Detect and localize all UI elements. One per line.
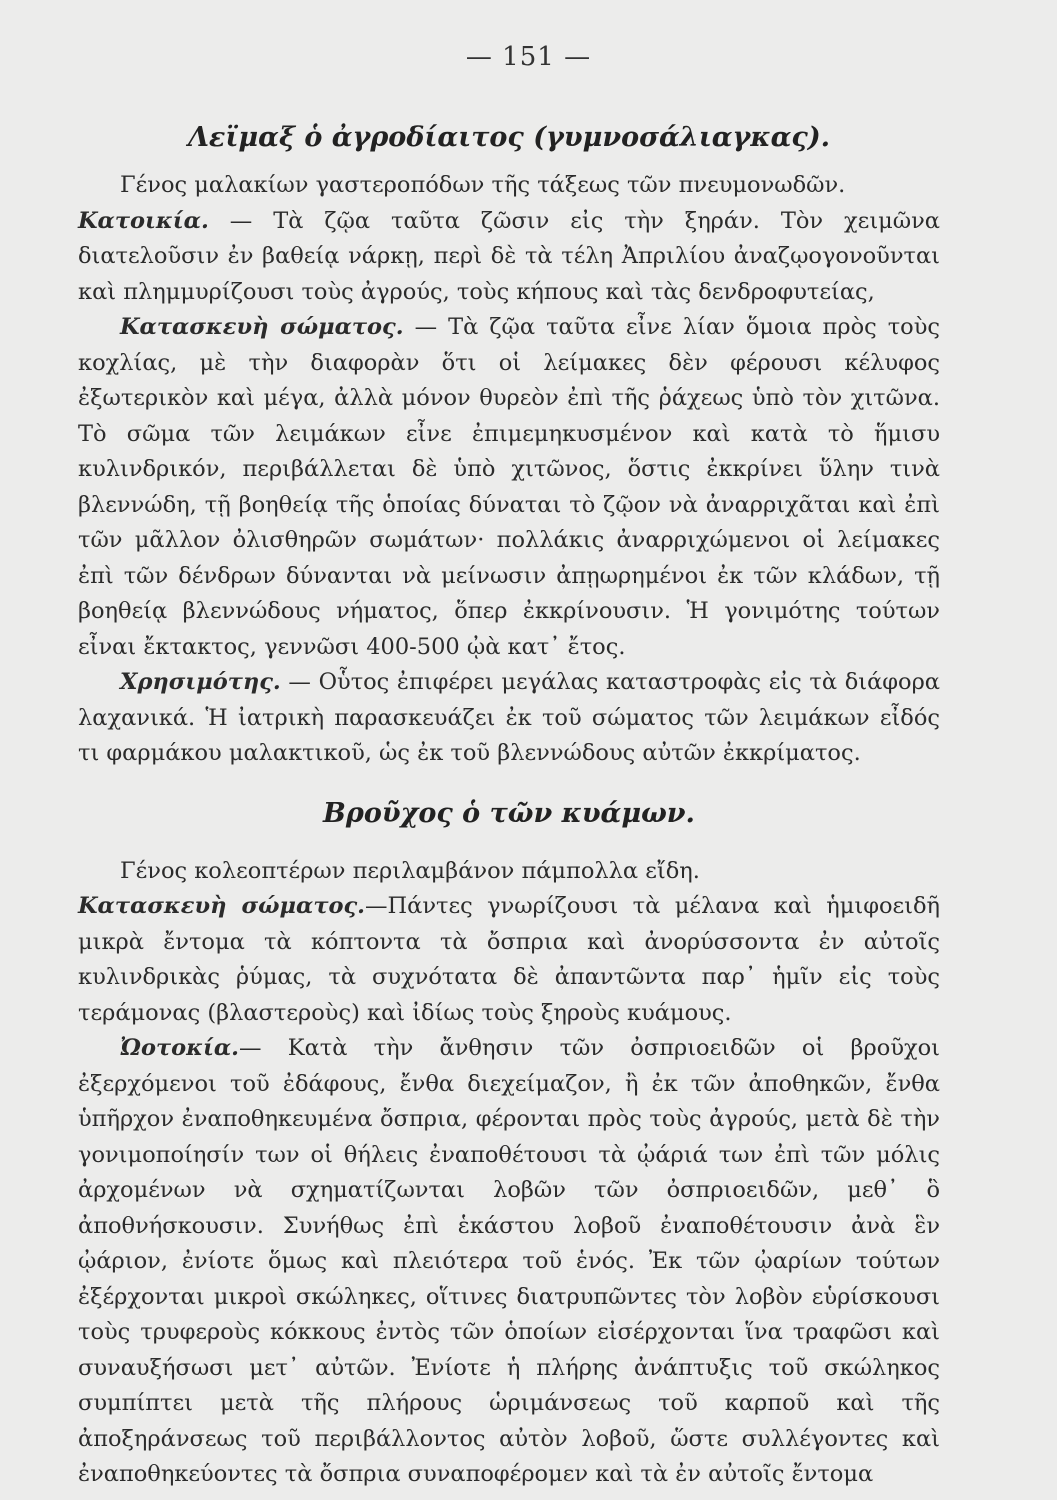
beetle-genus-paragraph [78,854,940,890]
section-title-beetle: Βροῦχος ὁ τῶν κυάμων. [323,797,695,829]
beetle-egg-label: Ὠοτοκία. [120,1035,240,1061]
beetle-body-label: Κατασκευὴ σώματος. [78,893,366,919]
slug-habitat-paragraph [78,204,940,311]
slug-body-paragraph [78,310,940,665]
slug-use-label: Χρησιμότης. [120,669,281,695]
slug-genus-paragraph [78,168,940,204]
slug-use-text: — Οὗτος ἐπιφέρει μεγάλας καταστροφὰς εἰς τὰ διάφορα λαχανικά. Ἡ ἰατρικὴ παρασκευάζει ἐκ τοῦ σώματος τῶν λειμάκων εἶδός τι φαρμάκου μαλακτικοῦ, ὡς ἐκ τοῦ βλεννώδους αὐτῶν ἐκκρίματος. [78,669,940,766]
slug-body-text: — Τὰ ζῷα ταῦτα εἶνε λίαν ὅμοια πρὸς τοὺς κοχλίας, μὲ τὴν διαφορὰν ὅτι οἱ λείμακες δὲν φέρουσι κέλυφος ἐξωτερικὸν καὶ μέγα, ἀλλὰ μόνον θυρεὸν ἐπὶ τῆς ῥάχεως ὑπὸ τὸν χιτῶνα. Τὸ σῶμα τῶν λειμάκων εἶνε ἐπιμεμηκυσμένον καὶ κατὰ τὸ ἥμισυ κυλινδρικόν, περιβάλλεται δὲ ὑπὸ χιτῶνος, ὅστις ἐκκρίνει ὕλην τινὰ βλεννώδη, τῇ βοηθείᾳ τῆς ὁποίας δύναται τὸ ζῷον νὰ ἀναρριχᾶται καὶ ἐπὶ τῶν μᾶλλον ὀλισθηρῶν σωμάτων· πολλάκις ἀναρριχώμενοι οἱ λείμακες ἐπὶ τῶν δένδρων δύνανται νὰ μείνωσιν ἀπῃωρημένοι ἐκ τῶν κλάδων, τῇ βοηθείᾳ βλεννώδους νήματος, ὅπερ ἐκκρίνουσιν. Ἡ γονιμότης τούτων εἶναι ἔκτακτος, γεννῶσι 400-500 ᾠὰ κατ᾽ ἔτος. [78,314,941,660]
slug-body-label: Κατασκευὴ σώματος. [120,314,404,340]
page-number: — 151 — [465,42,592,72]
slug-genus-text: Γένος μαλακίων γαστεροπόδων τῆς τάξεως τῶν πνευμονωδῶν. [120,172,846,198]
beetle-body-text: —Πάντες γνωρίζουσι τὰ μέλανα καὶ ἡμιφοειδῆ μικρὰ ἔντομα τὰ κόπτοντα τὰ ὄσπρια καὶ ἀνορύσσοντα ἐν αὐτοῖς κυλινδρικὰς ῥύμας, τὰ συχνότατα δὲ ἀπαντῶντα παρ᾽ ἡμῖν εἰς τοὺς τεράμονας (βλαστεροὺς) καὶ ἰδίως τοὺς ξηροὺς κυάμους. [78,893,941,1026]
beetle-egg-paragraph [78,1031,940,1493]
beetle-body-paragraph [78,889,940,1031]
slug-habitat-text: — Τὰ ζῷα ταῦτα ζῶσιν εἰς τὴν ξηράν. Τὸν χειμῶνα διατελοῦσιν ἐν βαθείᾳ νάρκῃ, περὶ δὲ τὰ τέλη Ἀπριλίου ἀναζῳογονοῦνται καὶ πλημμυρίζουσι τοὺς ἀγρούς, τοὺς κήπους καὶ τὰς δενδροφυτείας, [78,207,940,305]
beetle-genus-text: Γένος κολεοπτέρων περιλαμβάνον πάμπολλα εἴδη. [120,857,700,884]
slug-habitat-label: Κατοικία. [78,207,209,234]
slug-use-paragraph [78,665,940,772]
section-title-slug: Λεϊμαξ ὁ ἀγροδίαιτος (γυμνοσάλιαγκας). [187,122,830,153]
beetle-egg-text: — Κατὰ τὴν ἄνθησιν τῶν ὀσπριοειδῶν οἱ βροῦχοι ἐξερχόμενοι τοῦ ἐδάφους, ἔνθα διεχείμαζον, ἢ ἐκ τῶν ἀποθηκῶν, ἔνθα ὑπῆρχον ἐναποθηκευμένα ὄσπρια, φέρονται πρὸς τοὺς ἀγρούς, μετὰ δὲ τὴν γονιμοποίησίν των οἱ θήλεις ἐναποθέτουσι τὰ ᾠάριά των ἐπὶ τῶν μόλις ἀρχομένων νὰ σχηματίζωνται λοβῶν τῶν ὀσπριοειδῶν, μεθ᾽ ὃ ἀποθνήσκουσιν. Συνήθως ἐπὶ ἑκάστου λοβοῦ ἐναποθέτουσιν ἀνὰ ἓν ᾠάριον, ἐνίοτε ὅμως καὶ πλειότερα τοῦ ἑνός. Ἐκ τῶν ᾠαρίων τούτων ἐξέρχονται μικροὶ σκώληκες, οἵτινες διατρυπῶντες τὸν λοβὸν εὑρίσκουσι τοὺς τρυφεροὺς κόκκους ἐντὸς τῶν ὁποίων εἰσέρχονται ἵνα τραφῶσι καὶ συναυξήσωσι μετ᾽ αὐτῶν. Ἐνίοτε ἡ πλήρης ἀνάπτυξις τοῦ σκώληκος συμπίπτει μετὰ τῆς πλήρους ὡριμάνσεως τοῦ καρποῦ καὶ τῆς ἀποξηράνσεως τοῦ περιβάλλοντος αὐτὸν λοβοῦ, ὥστε συλλέγοντες καὶ ἐναποθηκεύοντες τὰ ὄσπρια συναποφέρομεν καὶ τὰ ἐν αὐτοῖς ἔντομα [78,1035,940,1487]
page-content [78,108,940,1493]
